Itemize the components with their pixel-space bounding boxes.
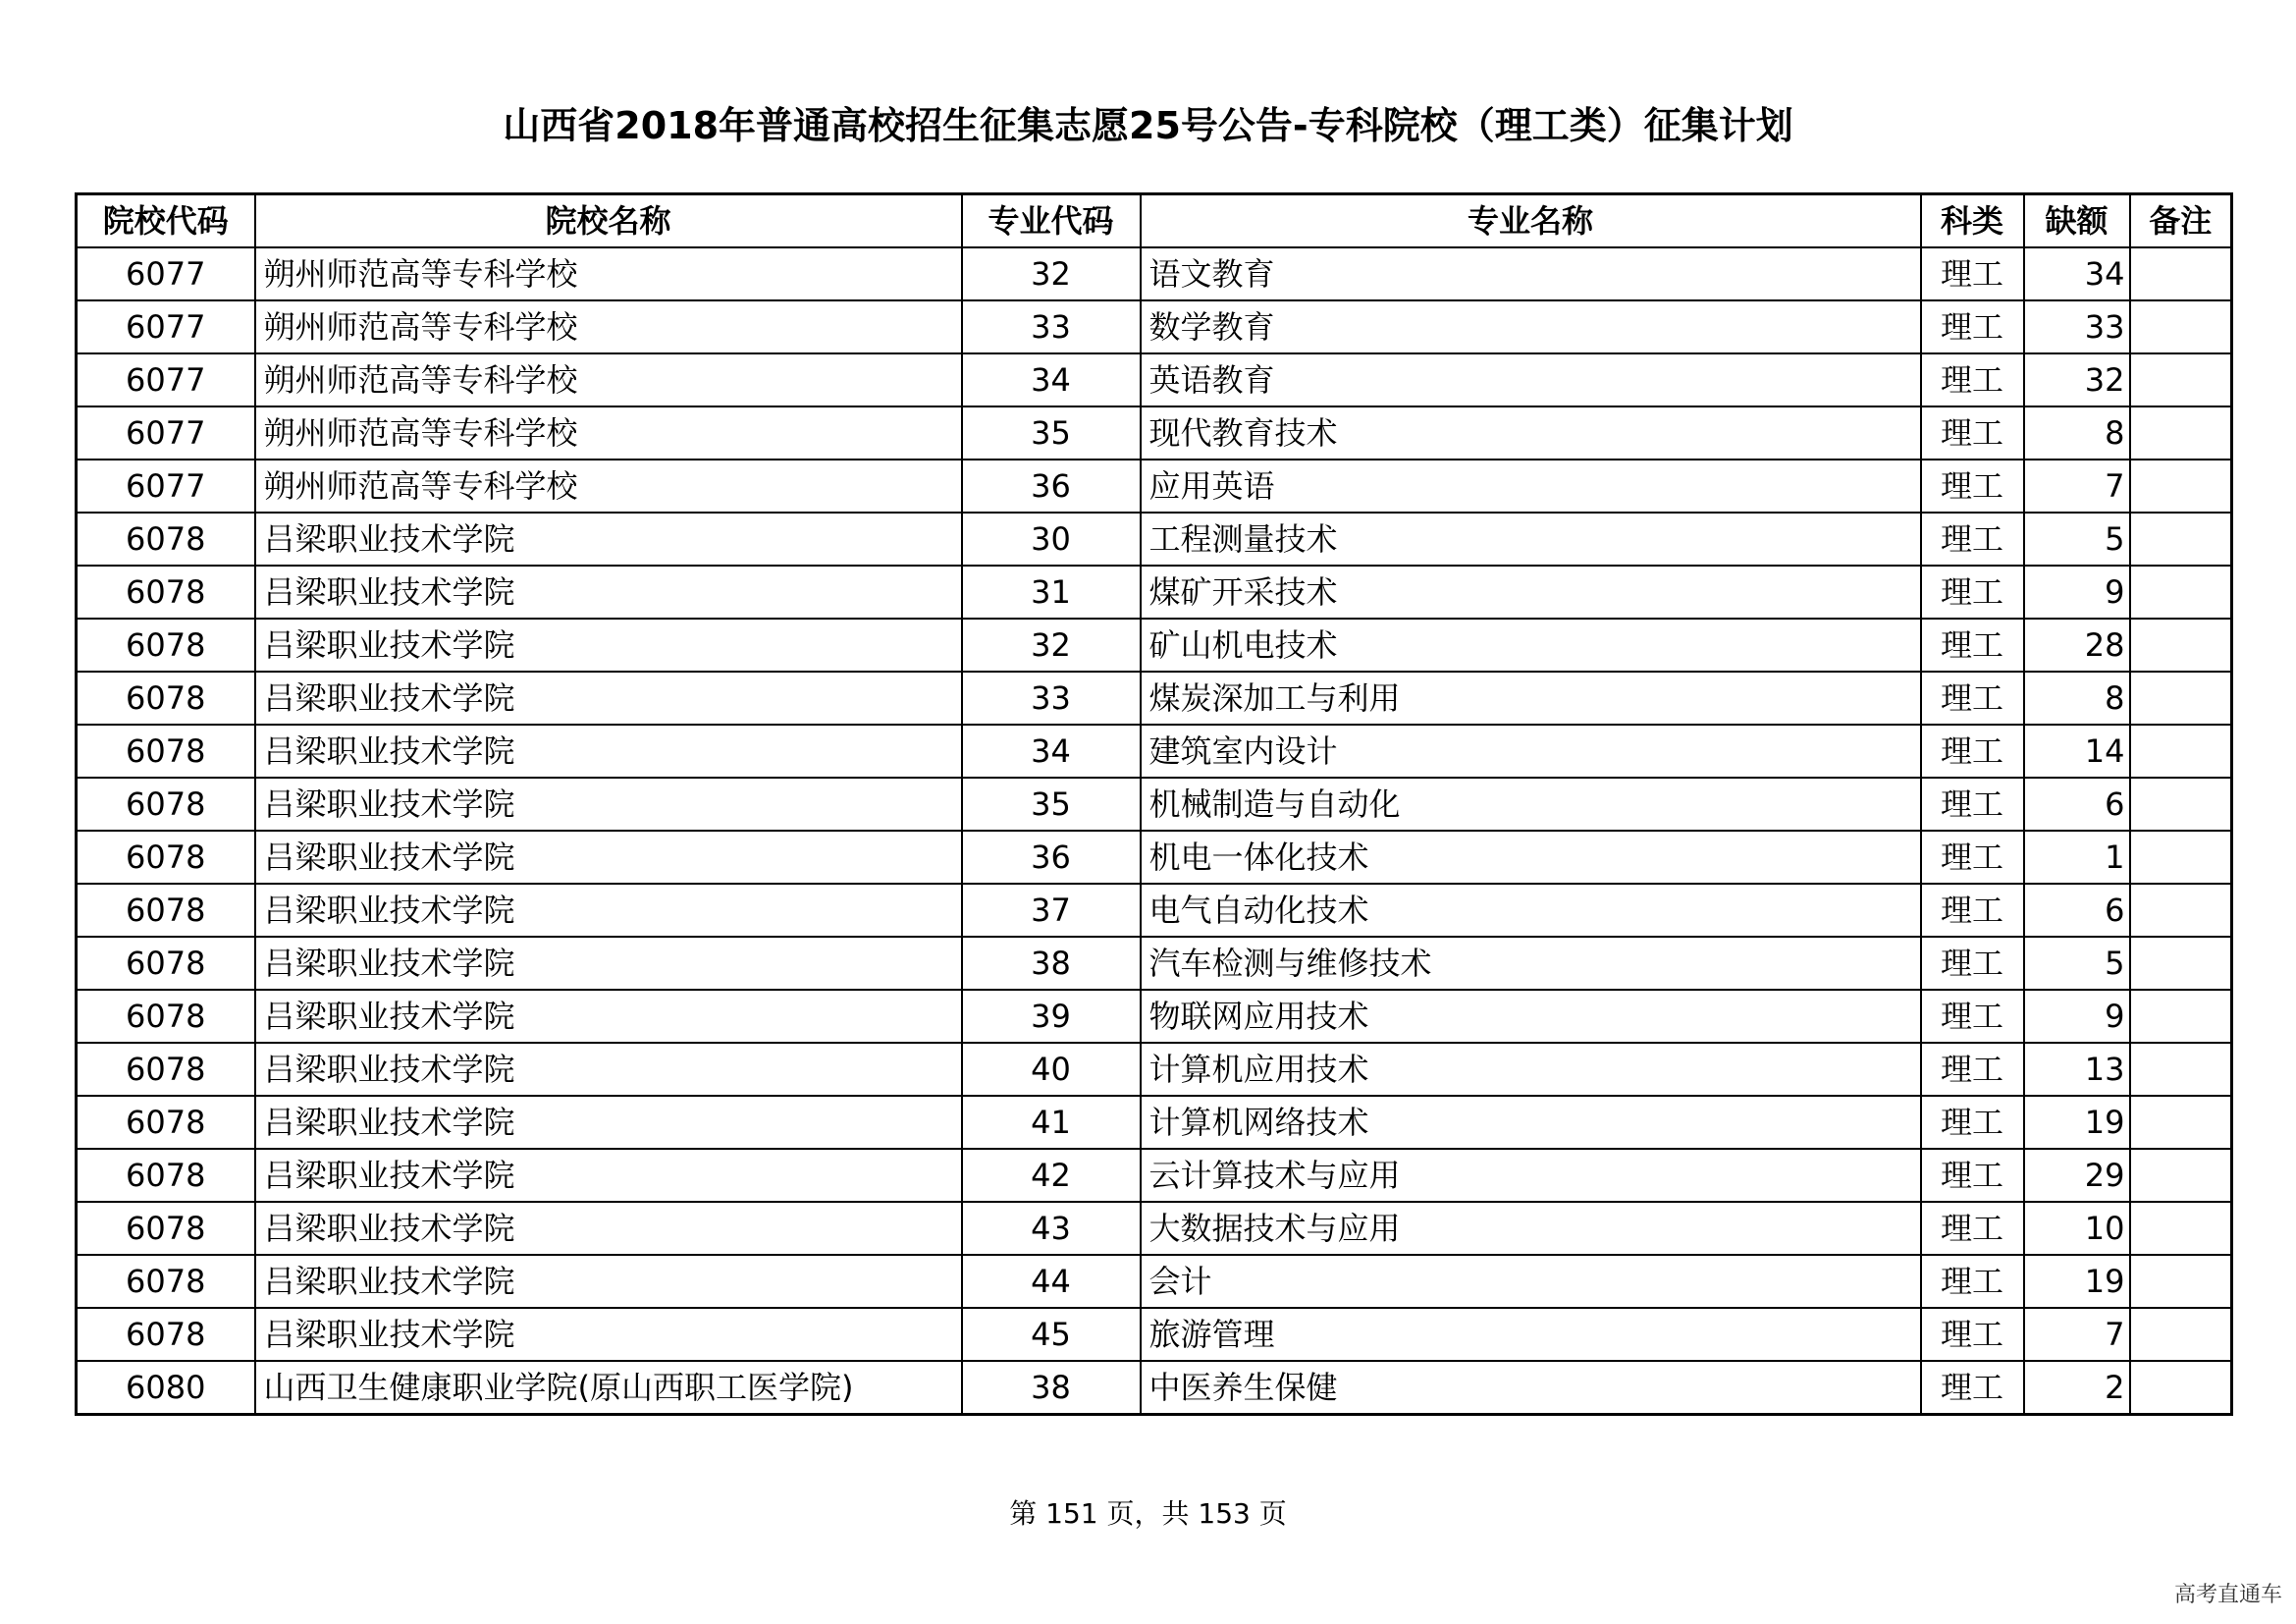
cell-note (2130, 884, 2232, 937)
table-row (77, 406, 2232, 460)
cell-category: 理工 (1921, 778, 2024, 831)
cell-major-code: 37 (962, 884, 1141, 937)
cell-school-code: 6078 (77, 778, 255, 831)
cell-note (2130, 353, 2232, 406)
cell-major-name: 云计算技术与应用 (1141, 1149, 1921, 1202)
page-number-footer: 第 151 页，共 153 页 (1009, 1497, 1287, 1530)
cell-major-code: 45 (962, 1308, 1141, 1361)
cell-major-code: 32 (962, 247, 1141, 300)
cell-school-code: 6078 (77, 513, 255, 566)
cell-category: 理工 (1921, 460, 2024, 513)
cell-category: 理工 (1921, 672, 2024, 725)
cell-quota: 13 (2024, 1043, 2130, 1096)
cell-major-code: 38 (962, 1361, 1141, 1415)
cell-school-code: 6078 (77, 1149, 255, 1202)
cell-major-name: 语文教育 (1141, 247, 1921, 300)
cell-major-name: 应用英语 (1141, 460, 1921, 513)
cell-major-code: 38 (962, 937, 1141, 990)
cell-school-code: 6078 (77, 1096, 255, 1149)
cell-category: 理工 (1921, 406, 2024, 460)
table-row (77, 300, 2232, 353)
cell-school-name: 吕梁职业技术学院 (255, 1202, 962, 1255)
table-row (77, 672, 2232, 725)
cell-category: 理工 (1921, 884, 2024, 937)
cell-note (2130, 566, 2232, 619)
cell-major-code: 44 (962, 1255, 1141, 1308)
cell-category: 理工 (1921, 513, 2024, 566)
cell-quota: 9 (2024, 990, 2130, 1043)
cell-school-name: 吕梁职业技术学院 (255, 1308, 962, 1361)
cell-quota: 29 (2024, 1149, 2130, 1202)
cell-note (2130, 247, 2232, 300)
cell-note (2130, 300, 2232, 353)
cell-major-name: 数学教育 (1141, 300, 1921, 353)
cell-major-name: 计算机应用技术 (1141, 1043, 1921, 1096)
cell-major-name: 物联网应用技术 (1141, 990, 1921, 1043)
cell-school-code: 6078 (77, 1043, 255, 1096)
cell-major-name: 煤炭深加工与利用 (1141, 672, 1921, 725)
cell-note (2130, 406, 2232, 460)
cell-major-code: 34 (962, 353, 1141, 406)
cell-quota: 6 (2024, 884, 2130, 937)
enrollment-plan-table (75, 192, 2233, 1416)
cell-school-name: 吕梁职业技术学院 (255, 619, 962, 672)
cell-category: 理工 (1921, 353, 2024, 406)
cell-school-name: 朔州师范高等专科学校 (255, 460, 962, 513)
header-quota: 缺额 (2024, 194, 2130, 248)
table-row (77, 513, 2232, 566)
cell-major-name: 煤矿开采技术 (1141, 566, 1921, 619)
cell-note (2130, 778, 2232, 831)
cell-school-name: 吕梁职业技术学院 (255, 672, 962, 725)
table-row (77, 884, 2232, 937)
table-row (77, 937, 2232, 990)
header-major-name: 专业名称 (1141, 194, 1921, 248)
cell-major-code: 32 (962, 619, 1141, 672)
cell-school-name: 吕梁职业技术学院 (255, 990, 962, 1043)
cell-category: 理工 (1921, 1361, 2024, 1415)
cell-quota: 5 (2024, 937, 2130, 990)
table-row (77, 619, 2232, 672)
cell-category: 理工 (1921, 1308, 2024, 1361)
cell-major-code: 31 (962, 566, 1141, 619)
cell-quota: 8 (2024, 406, 2130, 460)
cell-quota: 19 (2024, 1255, 2130, 1308)
cell-major-name: 会计 (1141, 1255, 1921, 1308)
cell-quota: 8 (2024, 672, 2130, 725)
cell-major-code: 41 (962, 1096, 1141, 1149)
cell-school-name: 吕梁职业技术学院 (255, 513, 962, 566)
cell-category: 理工 (1921, 1096, 2024, 1149)
cell-note (2130, 1361, 2232, 1415)
header-major-code: 专业代码 (962, 194, 1141, 248)
cell-school-name: 朔州师范高等专科学校 (255, 353, 962, 406)
cell-school-code: 6078 (77, 937, 255, 990)
cell-school-name: 朔州师范高等专科学校 (255, 406, 962, 460)
table-row (77, 566, 2232, 619)
cell-school-name: 吕梁职业技术学院 (255, 1149, 962, 1202)
cell-category: 理工 (1921, 725, 2024, 778)
cell-school-name: 吕梁职业技术学院 (255, 884, 962, 937)
table-row (77, 831, 2232, 884)
cell-major-name: 汽车检测与维修技术 (1141, 937, 1921, 990)
cell-quota: 6 (2024, 778, 2130, 831)
table-row (77, 1096, 2232, 1149)
cell-major-name: 工程测量技术 (1141, 513, 1921, 566)
enrollment-table-wrapper (75, 192, 2230, 1416)
cell-school-code: 6077 (77, 353, 255, 406)
cell-category: 理工 (1921, 990, 2024, 1043)
cell-category: 理工 (1921, 619, 2024, 672)
cell-note (2130, 672, 2232, 725)
cell-school-code: 6077 (77, 406, 255, 460)
cell-school-code: 6078 (77, 831, 255, 884)
cell-note (2130, 1096, 2232, 1149)
header-category: 科类 (1921, 194, 2024, 248)
cell-school-name: 吕梁职业技术学院 (255, 1096, 962, 1149)
cell-major-name: 电气自动化技术 (1141, 884, 1921, 937)
cell-school-name: 朔州师范高等专科学校 (255, 247, 962, 300)
cell-school-code: 6077 (77, 300, 255, 353)
table-row (77, 1043, 2232, 1096)
cell-major-code: 36 (962, 460, 1141, 513)
cell-school-code: 6078 (77, 884, 255, 937)
cell-quota: 10 (2024, 1202, 2130, 1255)
cell-quota: 7 (2024, 1308, 2130, 1361)
cell-school-name: 吕梁职业技术学院 (255, 566, 962, 619)
header-school-code: 院校代码 (77, 194, 255, 248)
cell-major-name: 旅游管理 (1141, 1308, 1921, 1361)
cell-school-name: 吕梁职业技术学院 (255, 1255, 962, 1308)
cell-category: 理工 (1921, 1255, 2024, 1308)
cell-major-name: 机械制造与自动化 (1141, 778, 1921, 831)
table-row (77, 1255, 2232, 1308)
cell-major-name: 建筑室内设计 (1141, 725, 1921, 778)
cell-school-name: 吕梁职业技术学院 (255, 937, 962, 990)
cell-quota: 32 (2024, 353, 2130, 406)
cell-school-code: 6078 (77, 725, 255, 778)
cell-category: 理工 (1921, 566, 2024, 619)
header-note: 备注 (2130, 194, 2232, 248)
cell-school-code: 6078 (77, 1202, 255, 1255)
cell-school-name: 山西卫生健康职业学院(原山西职工医学院) (255, 1361, 962, 1415)
cell-major-name: 大数据技术与应用 (1141, 1202, 1921, 1255)
page-title: 山西省2018年普通高校招生征集志愿25号公告-专科院校（理工类）征集计划 (503, 104, 1793, 147)
cell-school-code: 6080 (77, 1361, 255, 1415)
header-school-name: 院校名称 (255, 194, 962, 248)
cell-category: 理工 (1921, 1149, 2024, 1202)
table-row (77, 725, 2232, 778)
cell-major-code: 30 (962, 513, 1141, 566)
cell-note (2130, 513, 2232, 566)
cell-school-name: 吕梁职业技术学院 (255, 1043, 962, 1096)
cell-quota: 33 (2024, 300, 2130, 353)
cell-major-code: 35 (962, 778, 1141, 831)
cell-major-name: 机电一体化技术 (1141, 831, 1921, 884)
cell-category: 理工 (1921, 831, 2024, 884)
cell-note (2130, 1149, 2232, 1202)
cell-category: 理工 (1921, 937, 2024, 990)
cell-major-code: 35 (962, 406, 1141, 460)
cell-category: 理工 (1921, 247, 2024, 300)
cell-note (2130, 1255, 2232, 1308)
cell-school-code: 6078 (77, 990, 255, 1043)
cell-quota: 1 (2024, 831, 2130, 884)
table-header-row (77, 194, 2232, 248)
cell-major-code: 36 (962, 831, 1141, 884)
table-row (77, 1361, 2232, 1415)
cell-quota: 7 (2024, 460, 2130, 513)
table-row (77, 460, 2232, 513)
watermark-text: 高考直通车 (2173, 1583, 2282, 1607)
cell-major-name: 现代教育技术 (1141, 406, 1921, 460)
cell-quota: 5 (2024, 513, 2130, 566)
cell-major-name: 矿山机电技术 (1141, 619, 1921, 672)
cell-school-name: 吕梁职业技术学院 (255, 725, 962, 778)
cell-quota: 2 (2024, 1361, 2130, 1415)
table-row (77, 778, 2232, 831)
cell-major-name: 中医养生保健 (1141, 1361, 1921, 1415)
cell-school-name: 吕梁职业技术学院 (255, 831, 962, 884)
cell-major-code: 40 (962, 1043, 1141, 1096)
cell-school-code: 6078 (77, 1255, 255, 1308)
cell-note (2130, 725, 2232, 778)
cell-category: 理工 (1921, 1202, 2024, 1255)
cell-note (2130, 1202, 2232, 1255)
cell-note (2130, 1308, 2232, 1361)
cell-note (2130, 990, 2232, 1043)
cell-major-code: 42 (962, 1149, 1141, 1202)
cell-note (2130, 937, 2232, 990)
cell-category: 理工 (1921, 1043, 2024, 1096)
cell-note (2130, 831, 2232, 884)
cell-quota: 19 (2024, 1096, 2130, 1149)
cell-note (2130, 1043, 2232, 1096)
table-row (77, 990, 2232, 1043)
cell-note (2130, 619, 2232, 672)
cell-major-code: 34 (962, 725, 1141, 778)
cell-major-code: 39 (962, 990, 1141, 1043)
cell-major-code: 43 (962, 1202, 1141, 1255)
cell-major-code: 33 (962, 672, 1141, 725)
cell-school-code: 6078 (77, 672, 255, 725)
cell-quota: 34 (2024, 247, 2130, 300)
cell-major-name: 计算机网络技术 (1141, 1096, 1921, 1149)
cell-quota: 14 (2024, 725, 2130, 778)
cell-major-name: 英语教育 (1141, 353, 1921, 406)
cell-quota: 9 (2024, 566, 2130, 619)
table-row (77, 1308, 2232, 1361)
table-row (77, 1149, 2232, 1202)
cell-category: 理工 (1921, 300, 2024, 353)
cell-major-code: 33 (962, 300, 1141, 353)
cell-note (2130, 460, 2232, 513)
table-row (77, 247, 2232, 300)
cell-school-name: 朔州师范高等专科学校 (255, 300, 962, 353)
table-body (77, 247, 2232, 1415)
cell-school-code: 6077 (77, 460, 255, 513)
table-row (77, 1202, 2232, 1255)
cell-school-code: 6078 (77, 1308, 255, 1361)
cell-school-code: 6078 (77, 619, 255, 672)
cell-school-code: 6078 (77, 566, 255, 619)
cell-quota: 28 (2024, 619, 2130, 672)
cell-school-name: 吕梁职业技术学院 (255, 778, 962, 831)
cell-school-code: 6077 (77, 247, 255, 300)
table-row (77, 353, 2232, 406)
